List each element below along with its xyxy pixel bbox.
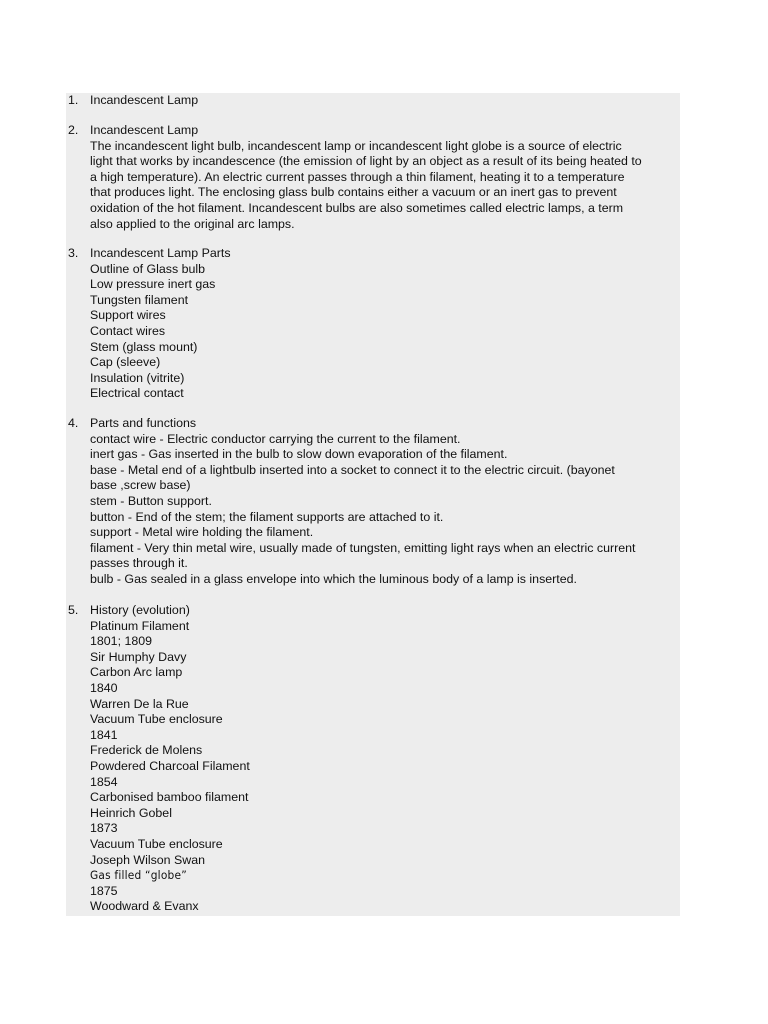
text-line: 1854 xyxy=(90,774,118,789)
text-line: Low pressure inert gas xyxy=(90,277,216,292)
text-line: Heinrich Gobel xyxy=(90,805,172,820)
text-line: Stem (glass mount) xyxy=(90,339,198,354)
text-line: Sir Humphy Davy xyxy=(90,649,187,664)
text-line: Insulation (vitrite) xyxy=(90,370,185,385)
text-line: Support wires xyxy=(90,308,166,323)
text-line: bulb - Gas sealed in a glass envelope into which the luminous body of a lamp is inserted. xyxy=(90,571,577,586)
text-line: Vacuum Tube enclosure xyxy=(90,836,223,851)
list-item-body xyxy=(90,603,680,915)
text-line: light that works by incandescence (the emission of light by an object as a result of its being heated to xyxy=(90,154,642,169)
text-line: 1873 xyxy=(90,821,118,836)
section-heading: Incandescent Lamp Parts xyxy=(90,246,231,260)
text-line: 1840 xyxy=(90,680,118,695)
text-line: Frederick de Molens xyxy=(90,743,203,758)
text-line: Carbonised bamboo filament xyxy=(90,790,249,805)
list-item-body xyxy=(90,246,680,402)
text-line: a high temperature). An electric current passes through a thin filament, heating it to a temperature xyxy=(90,169,625,184)
text-line: Warren De la Rue xyxy=(90,696,189,711)
list-number: 2. xyxy=(68,123,79,137)
text-line: filament - Very thin metal wire, usually made of tungsten, emitting light rays when an electric current xyxy=(90,540,636,555)
section-heading: Incandescent Lamp xyxy=(90,93,199,107)
text-line: Joseph Wilson Swan xyxy=(90,852,206,867)
list-number: 1. xyxy=(68,93,79,107)
text-line: stem - Button support. xyxy=(90,493,212,508)
text-line: base - Metal end of a lightbulb inserted into a socket to connect it to the electric circuit. (bayonet xyxy=(90,462,615,477)
text-line: Electrical contact xyxy=(90,386,184,401)
list-item-body xyxy=(90,416,680,588)
text-line: Vacuum Tube enclosure xyxy=(90,712,223,727)
text-line: inert gas - Gas inserted in the bulb to slow down evaporation of the filament. xyxy=(90,447,508,462)
list-number: 5. xyxy=(68,603,79,617)
text-line: Woodward & Evanx xyxy=(90,899,199,914)
text-line: Gas filled “globe” xyxy=(90,868,187,883)
text-line: 1875 xyxy=(90,883,118,898)
text-line: Tungsten filament xyxy=(90,292,189,307)
text-line: base ,screw base) xyxy=(90,478,191,493)
text-line: Contact wires xyxy=(90,323,166,338)
text-line: contact wire - Electric conductor carrying the current to the filament. xyxy=(90,431,461,446)
text-line: passes through it. xyxy=(90,556,188,571)
text-line: also applied to the original arc lamps. xyxy=(90,216,295,231)
text-line: oxidation of the hot filament. Incandescent bulbs are also sometimes called electric lamps, a term xyxy=(90,200,624,215)
list-item-body xyxy=(90,123,680,232)
text-line: The incandescent light bulb, incandescent lamp or incandescent light globe is a source of electric xyxy=(90,138,622,153)
section-heading: History (evolution) xyxy=(90,603,190,617)
text-line: Carbon Arc lamp xyxy=(90,665,183,680)
text-line: button - End of the stem; the filament supports are attached to it. xyxy=(90,509,444,524)
text-line: Platinum Filament xyxy=(90,618,190,633)
text-line: Powdered Charcoal Filament xyxy=(90,758,250,773)
document-panel xyxy=(66,93,680,916)
section-heading: Parts and functions xyxy=(90,416,197,430)
text-line: Cap (sleeve) xyxy=(90,355,161,370)
text-line: 1841 xyxy=(90,727,118,742)
list-number: 4. xyxy=(68,416,79,430)
list-item-body xyxy=(90,93,680,109)
text-line: that produces light. The enclosing glass bulb contains either a vacuum or an inert gas to prevent xyxy=(90,185,617,200)
text-line: Outline of Glass bulb xyxy=(90,261,206,276)
list-number: 3. xyxy=(68,246,79,260)
text-line: 1801; 1809 xyxy=(90,634,153,649)
text-line: support - Metal wire holding the filament. xyxy=(90,525,314,540)
section-heading: Incandescent Lamp xyxy=(90,123,199,137)
